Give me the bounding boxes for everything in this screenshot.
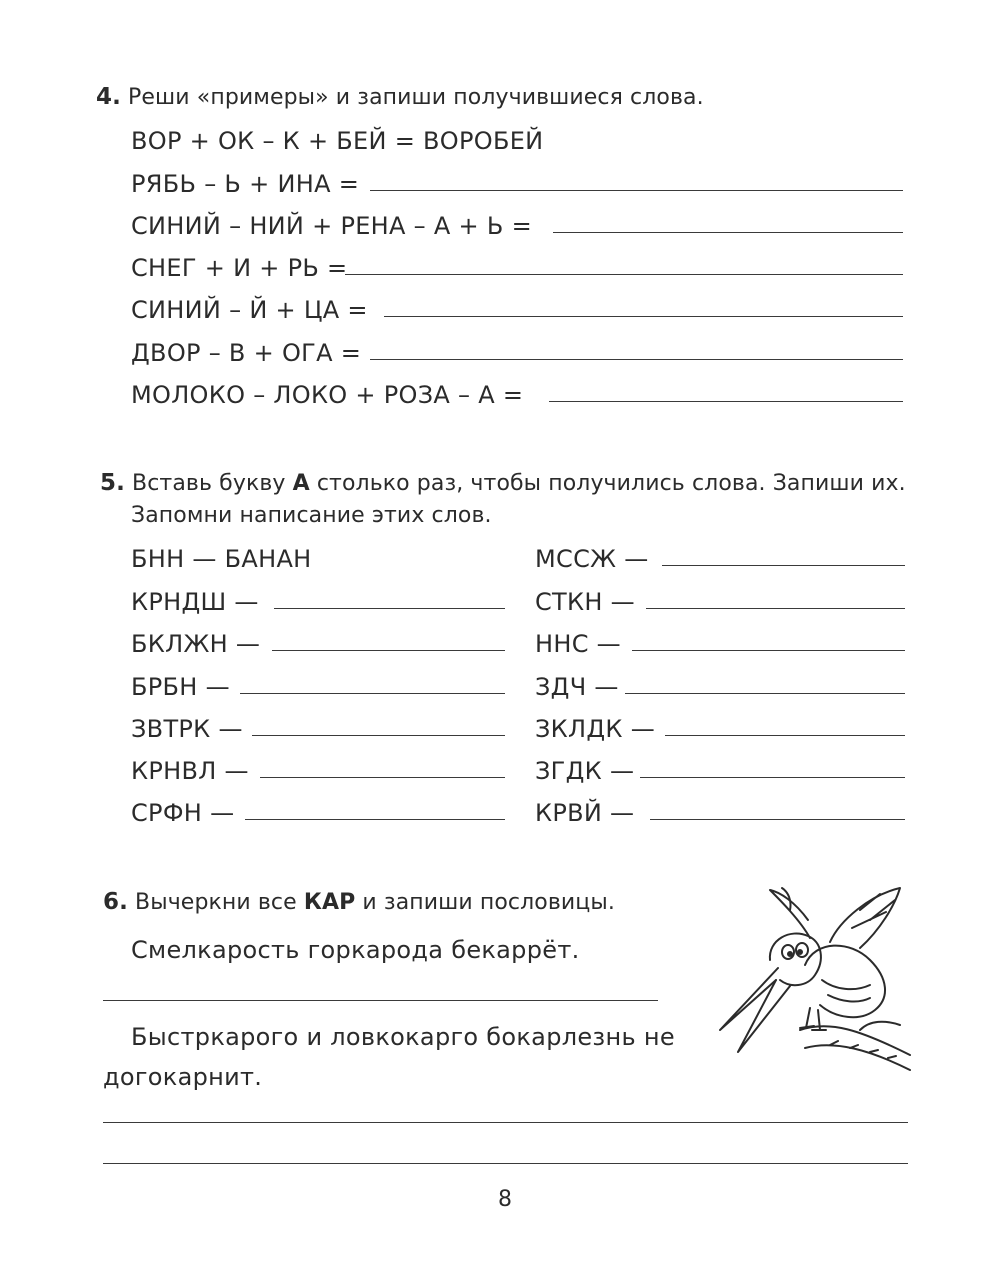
task-6-title-end: и запиши пословицы.: [355, 890, 615, 915]
task-5-right-item: ННС —: [535, 630, 621, 658]
task-5-right-item: ЗКЛДК —: [535, 715, 655, 743]
task-5-left-item: ЗВТРК —: [131, 715, 243, 743]
answer-line[interactable]: [646, 608, 905, 609]
page-number: 8: [498, 1187, 512, 1212]
answer-line[interactable]: [665, 735, 905, 736]
task-6-keyword: КАР: [303, 890, 356, 915]
task-5-left-item: БРБН —: [131, 673, 230, 701]
task-5-right-item: ЗДЧ —: [535, 673, 619, 701]
answer-line[interactable]: [384, 316, 903, 317]
task-5-subtitle: Запомни написание этих слов.: [131, 503, 492, 528]
answer-line[interactable]: [240, 693, 505, 694]
answer-line[interactable]: [103, 1163, 908, 1164]
task-5-title-start: Вставь букву: [132, 471, 293, 496]
answer-line[interactable]: [245, 819, 505, 820]
task-4-row: ДВОР – В + ОГА =: [131, 339, 362, 367]
answer-line[interactable]: [103, 1122, 908, 1123]
task-6-heading: [103, 889, 615, 915]
answer-line[interactable]: [549, 401, 903, 402]
answer-line[interactable]: [252, 735, 505, 736]
task-5-left-item: БНН — БАНАН: [131, 545, 312, 573]
answer-line[interactable]: [632, 650, 905, 651]
answer-line[interactable]: [640, 777, 905, 778]
task-5-heading: [100, 470, 906, 496]
answer-line[interactable]: [260, 777, 505, 778]
task-5-left-item: КРНВЛ —: [131, 757, 249, 785]
answer-line[interactable]: [274, 608, 505, 609]
task-5-number: 5.: [100, 470, 125, 496]
crow-on-branch-icon: [710, 880, 915, 1080]
task-5-letter: А: [292, 471, 310, 496]
answer-line[interactable]: [662, 565, 905, 566]
task-5-left-item: КРНДШ —: [131, 588, 259, 616]
answer-line[interactable]: [370, 359, 903, 360]
answer-line[interactable]: [650, 819, 905, 820]
task-4-row: МОЛОКО – ЛОКО + РОЗА – А =: [131, 381, 524, 409]
task-4-heading: [96, 84, 704, 110]
proverb-2-line-1: Быстркарого и ловкокарго бокарлезнь не: [131, 1023, 675, 1051]
task-5-right-item: КРВЙ —: [535, 799, 635, 827]
proverb-1: Смелкарость горкарода бекаррёт.: [131, 936, 580, 964]
task-4-row: СИНИЙ – Й + ЦА =: [131, 296, 368, 324]
answer-line[interactable]: [625, 693, 905, 694]
answer-line[interactable]: [553, 232, 903, 233]
answer-line[interactable]: [345, 274, 903, 275]
task-5-title-end: столько раз, чтобы получились слова. Запиши их.: [309, 471, 906, 496]
task-5-right-item: ЗГДК —: [535, 757, 635, 785]
answer-line[interactable]: [370, 190, 903, 191]
task-4-title: Реши «примеры» и запиши получившиеся слова.: [128, 85, 704, 110]
task-5-right-item: СТКН —: [535, 588, 635, 616]
task-4-row: СИНИЙ – НИЙ + РЕНА – А + Ь =: [131, 212, 532, 240]
proverb-2-line-2: догокарнит.: [103, 1063, 263, 1091]
task-5-left-item: СРФН —: [131, 799, 235, 827]
task-6-title-start: Вычеркни все: [135, 890, 304, 915]
task-4-row: РЯБЬ – Ь + ИНА =: [131, 170, 360, 198]
task-6-number: 6.: [103, 889, 128, 915]
task-4-row: СНЕГ + И + РЬ =: [131, 254, 348, 282]
task-4-row-example: ВОР + ОК – К + БЕЙ = ВОРОБЕЙ: [131, 127, 544, 155]
answer-line[interactable]: [103, 1000, 658, 1001]
task-5-left-item: БКЛЖН —: [131, 630, 261, 658]
task-5-right-item: МССЖ —: [535, 545, 649, 573]
task-4-number: 4.: [96, 84, 121, 110]
answer-line[interactable]: [272, 650, 505, 651]
